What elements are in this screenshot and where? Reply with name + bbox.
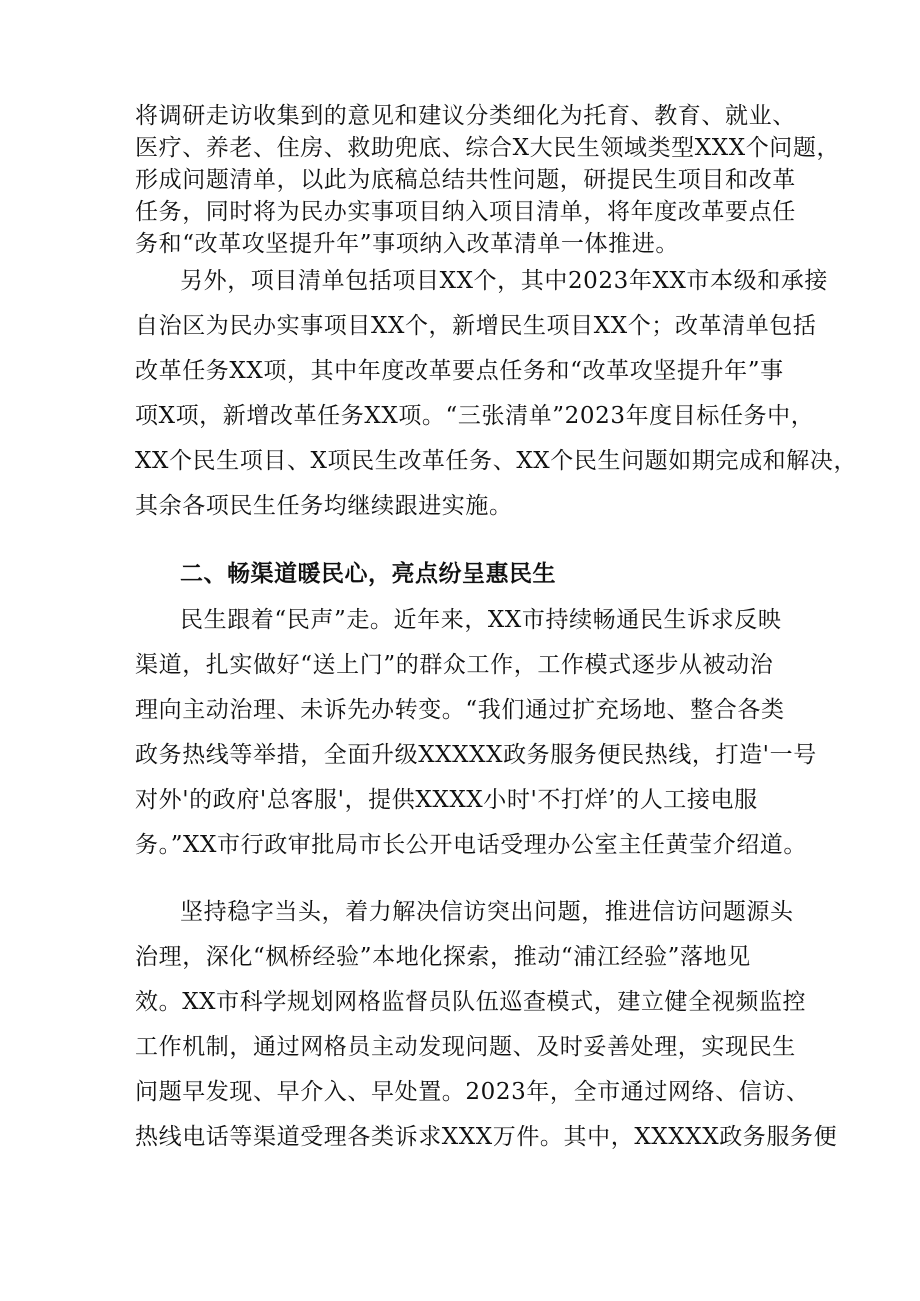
paragraph-4-line: 工作机制，通过网格员主动发现问题、及时妥善处理，实现民生 [135,1034,796,1060]
paragraph-3-line: 民生跟着“民声”走。近年来，XX市持续畅通民生诉求反映 [180,607,782,633]
paragraph-2-line: 项X项，新增改革任务XX项。“三张清单”2023年度目标任务中， [135,403,815,429]
paragraph-2-line: XX个民生项目、X项民生改革任务、XX个民生问题如期完成和解决， [135,448,858,474]
section-heading: 二、畅渠道暖民心，亮点纷呈惠民生 [180,561,556,587]
paragraph-1-line: 形成问题清单，以此为底稿总结共性问题，研提民生项目和改革 [135,167,796,193]
paragraph-2-line: 其余各项民生任务均继续跟进实施。 [135,493,513,519]
paragraph-4-line: 治理，深化“枫桥经验”本地化探索，推动“浦江经验”落地见 [135,944,751,970]
paragraph-3-line: 对外'的政府'总客服'，提供XXXX小时'不打烊’的人工接电服 [135,787,758,813]
paragraph-3-line: 渠道，扎实做好“送上门”的群众工作，工作模式逐步从被动治 [135,652,774,678]
paragraph-1-line: 任务，同时将为民办实事项目纳入项目清单，将年度改革要点任 [135,199,796,225]
paragraph-3-line: 理向主动治理、未诉先办转变。“我们通过扩充场地、整合各类 [135,697,785,723]
paragraph-1-line: 务和“改革攻坚提升年”事项纳入改革清单一体推进。 [135,231,679,257]
paragraph-4-line: 问题早发现、早介入、早处置。2023年，全市通过网络、信访、 [135,1079,810,1105]
paragraph-2-line: 自治区为民办实事项目XX个，新增民生项目XX个；改革清单包括 [135,313,817,339]
paragraph-1-line: 医疗、养老、住房、救助兜底、综合X大民生领域类型XXX个问题， [135,135,841,161]
paragraph-4-line: 热线电话等渠道受理各类诉求XXX万件。其中，XXXXX政务服务便 [135,1124,838,1150]
paragraph-2-line: 另外，项目清单包括项目XX个，其中2023年XX市本级和承接 [180,268,829,294]
paragraph-3-line: 政务热线等举措，全面升级XXXXX政务服务便民热线，打造'一号 [135,742,817,768]
paragraph-1-line: 将调研走访收集到的意见和建议分类细化为托育、教育、就业、 [135,103,796,129]
paragraph-4-line: 坚持稳字当头，着力解决信访突出问题，推进信访问题源头 [180,899,794,925]
paragraph-4-line: 效。XX市科学规划网格监督员队伍巡查模式，建立健全视频监控 [135,989,807,1015]
paragraph-2-line: 改革任务XX项，其中年度改革要点任务和“改革攻坚提升年”事 [135,358,784,384]
paragraph-3-line: 务。”XX市行政审批局市长公开电话受理办公室主任黄莹介绍道。 [135,832,808,858]
